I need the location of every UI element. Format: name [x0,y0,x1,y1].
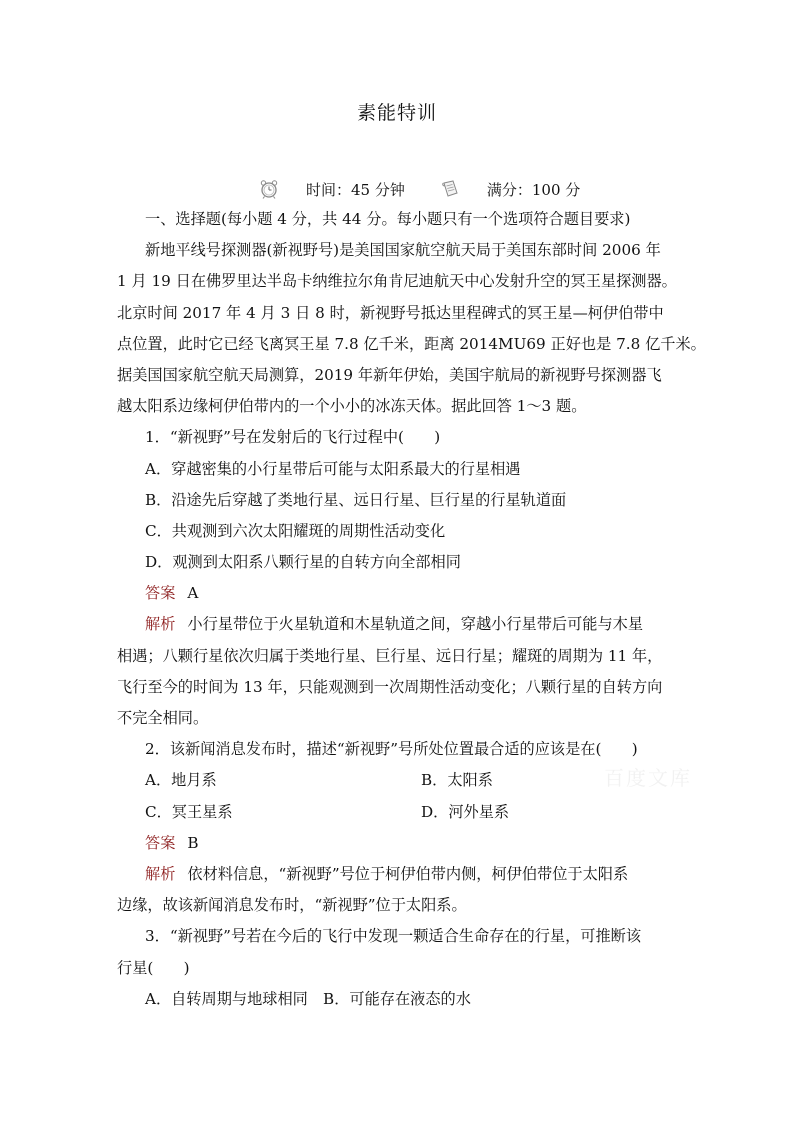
question-1-answer [117,578,691,609]
analysis-label: 解析 [145,864,176,883]
passage-line: 据美国国家航空航天局测算，2019 年新年伊始，美国宇航局的新视野号探测器飞 [117,365,662,384]
question-2-option-a: A．地月系 [145,771,217,790]
page-title: 素能特训 [356,102,437,124]
question-1-option-d: D．观测到太阳系八颗行星的自转方向全部相同 [145,553,461,572]
question-1-analysis [117,609,691,640]
exam-meta [258,176,614,202]
question-2-options-row-2 [117,797,691,828]
answer-value: A [187,584,199,603]
passage-line: 北京时间 2017 年 4 月 3 日 8 时，新视野号抵达里程碑式的冥王星—柯伊伯带中 [117,303,664,322]
question-1-option-a: A．穿越密集的小行星带后可能与太阳系最大的行星相遇 [145,459,521,478]
paper-scroll-icon [439,178,461,200]
question-2-stem: 2．该新闻消息发布时，描述“新视野”号所处位置最合适的应该是在( ) [145,740,638,759]
answer-value: B [187,833,199,852]
answer-label: 答案 [145,584,176,603]
section-heading: 一、选择题(每小题 4 分，共 44 分。每小题只有一个选项符合题目要求) [145,210,631,228]
question-2-option-c: C．冥王星系 [145,802,233,821]
question-3-stem: 3．“新视野”号若在今后的飞行中发现一颗适合生命存在的行星，可推断该 [145,927,642,946]
passage-line: 越太阳系边缘柯伊伯带内的一个小小的冰冻天体。据此回答 1～3 题。 [117,397,587,416]
question-2-answer [117,828,691,859]
analysis-line: 边缘，故该新闻消息发布时，“新视野”位于太阳系。 [117,896,467,915]
passage-line: 1 月 19 日在佛罗里达半岛卡纳维拉尔角肯尼迪航天中心发射升空的冥王星探测器。 [117,272,677,291]
watermark: 百度文库 [604,766,692,790]
question-2-option-b: B．太阳系 [421,771,493,790]
question-2-analysis [117,859,691,890]
document-body [117,204,706,1015]
exam-score: 满分：100 分 [486,180,581,199]
analysis-label: 解析 [145,615,176,634]
question-1-option-b: B．沿途先后穿越了类地行星、远日行星、巨行星的行星轨道面 [145,490,567,509]
analysis-line: 相遇；八颗行星依次归属于类地行星、巨行星、远日行星；耀斑的周期为 11 年， [117,646,663,665]
passage-line: 点位置，此时它已经飞离冥王星 7.8 亿千米，距离 2014MU69 正好也是 7.8 亿千米。 [117,334,706,353]
question-3-options: A．自转周期与地球相同 B．可能存在液态的水 [145,989,471,1008]
analysis-text: 小行星带位于火星轨道和木星轨道之间，穿越小行星带后可能与木星 [187,615,643,634]
exam-time: 时间：45 分钟 [306,180,405,199]
passage-line: 新地平线号探测器(新视野号)是美国国家航空航天局于美国东部时间 2006 年 [145,241,661,260]
question-1-stem: 1．“新视野”号在发射后的飞行过程中( ) [145,428,441,447]
answer-label: 答案 [145,833,176,852]
analysis-line: 不完全相同。 [117,709,209,727]
question-2-option-d: D．河外星系 [421,802,510,821]
analysis-text: 依材料信息，“新视野”号位于柯伊伯带内侧，柯伊伯带位于太阳系 [187,864,629,883]
analysis-line: 飞行至今的时间为 13 年，只能观测到一次周期性活动变化；八颗行星的自转方向 [117,677,663,696]
alarm-clock-icon [258,178,280,200]
question-1-option-c: C．共观测到六次太阳耀斑的周期性活动变化 [145,521,446,540]
question-3-stem-cont: 行星( ) [117,958,190,977]
